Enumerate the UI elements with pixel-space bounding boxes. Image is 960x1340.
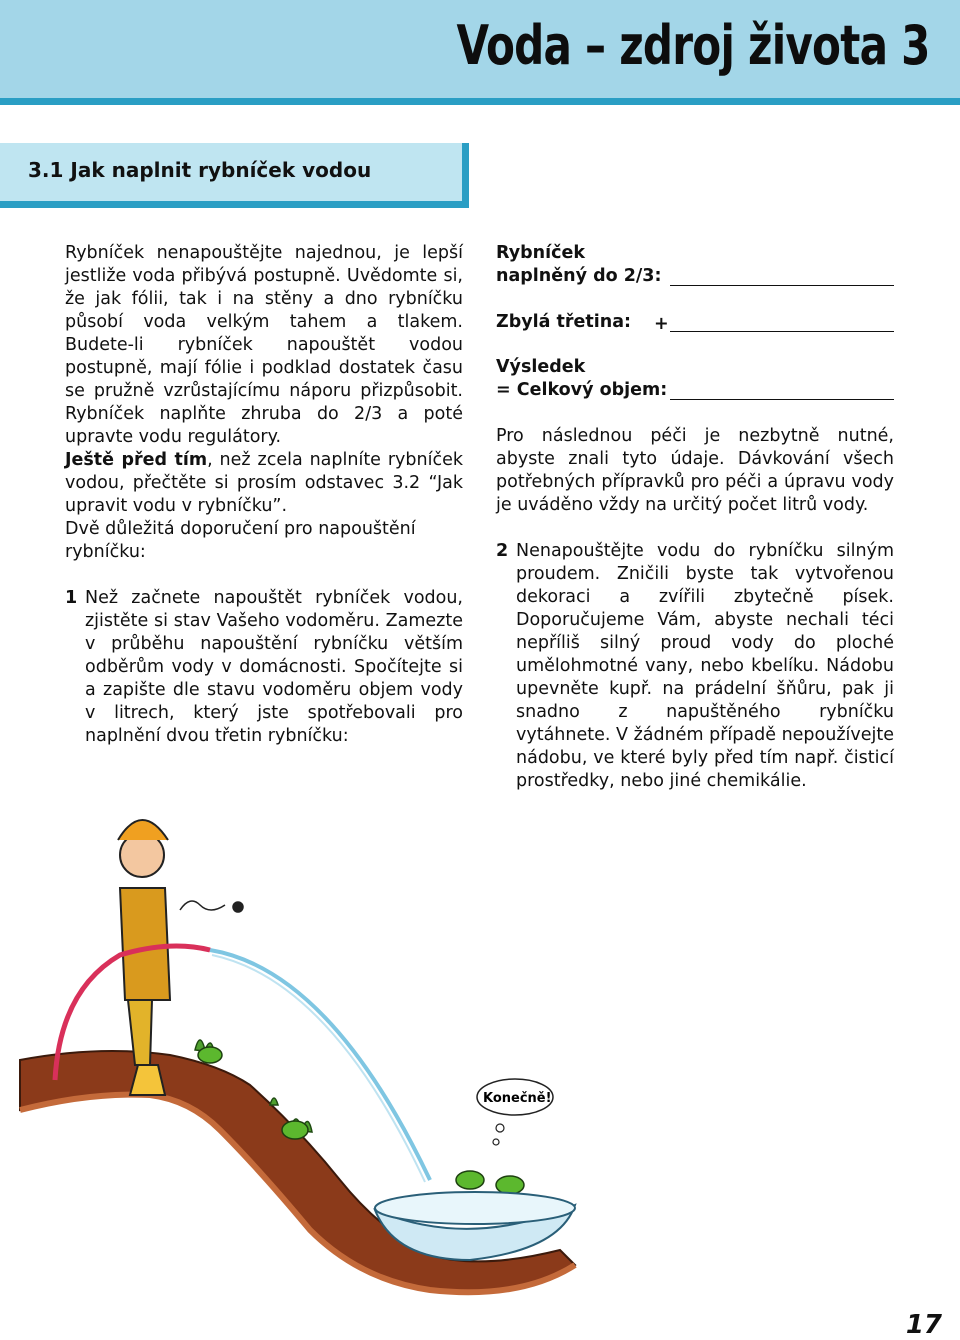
note-paragraph [65,449,463,518]
left-column [65,242,463,748]
form-line-total[interactable] [670,399,894,400]
form-line-remaining[interactable] [670,331,894,332]
form-line-filled[interactable] [670,285,894,286]
page-number: 17 [905,1310,942,1340]
form-row-remaining [496,311,894,334]
list-item-2 [496,540,894,793]
form-row-total [496,356,894,402]
note-rest: , než zcela naplníte rybníček vodou, přečtěte si prosím odstavec 3.2 “Jak upravit vodu v rybníčku”. [65,450,463,516]
form-label-remaining: Zbylá třetina: [496,312,632,332]
page-title: Voda – zdroj života 3 [456,14,930,77]
form-label-filled-a: Rybníček [496,243,585,263]
form-label-filled-b: naplněný do 2/3: [496,266,662,286]
pond-filling-illustration [0,810,620,1330]
intro-paragraph: Rybníček nenapouštějte najednou, je lepší jestliže voda přibývá postupně. Uvědomte si, že jak fólii, tak i na stěny a dno rybníčku působí voda velkým tahem a tlakem. Budete-li rybníček napouštět vodou postupně, mají fólie i podklad dostatek času se pružně vzrůstajícímu náporu přizpůsobit. Rybníček naplňte zhruba do 2/3 a poté upravte vodu regulátory. [65,243,463,447]
list-number: 2 [496,541,509,561]
recommendations-intro: Dvě důležitá doporučení pro napouštění rybníčku: [65,519,416,562]
list-item-1 [65,587,463,748]
form-label-total-b: = Celkový objem: [496,380,668,400]
plus-sign: + [654,314,669,334]
right-column [496,425,894,793]
list-item-text: Nenapouštějte vodu do rybníčku silným proudem. Zničili byste tak vytvořenou dekoraci a zvířili zbytečně písek. Doporučujeme Vám, abyste nechali téci nepříliš silný proud vody do ploché umělohmotné vany, nebo kbelíku. Nádobu upevněte kupř. na prádelní šňůru, pak ji snadno z napuštěného rybníčku vytáhnete. V žádném případě nepoužívejte nádobu, ve které byly před tím např. čisticí prostředky, nebo jiné chemikálie. [516,541,894,791]
care-paragraph: Pro následnou péči je nezbytně nutné, abyste znali tyto údaje. Dávkování všech potřebných přípravků pro péči a úpravu vody je uváděno vždy na určitý počet litrů vody. [496,426,894,515]
speech-bubble-text: Konečně! [483,1091,552,1106]
note-bold: Ještě před tím [65,450,208,470]
list-number: 1 [65,588,78,608]
section-title: 3.1 Jak naplnit rybníček vodou [28,158,372,182]
list-item-text: Než začnete napouštět rybníček vodou, zjistěte si stav Vašeho vodoměru. Zamezte v průběhu napouštění rybníčku větším odběrům vody v domácnosti. Spočítejte si a zapište dle stavu vodoměru objem vody v litrech, který jste spotřebovali pro naplnění dvou třetin rybníčku: [85,588,463,746]
form-row-filled [496,242,894,288]
form-label-total-a: Výsledek [496,357,586,377]
